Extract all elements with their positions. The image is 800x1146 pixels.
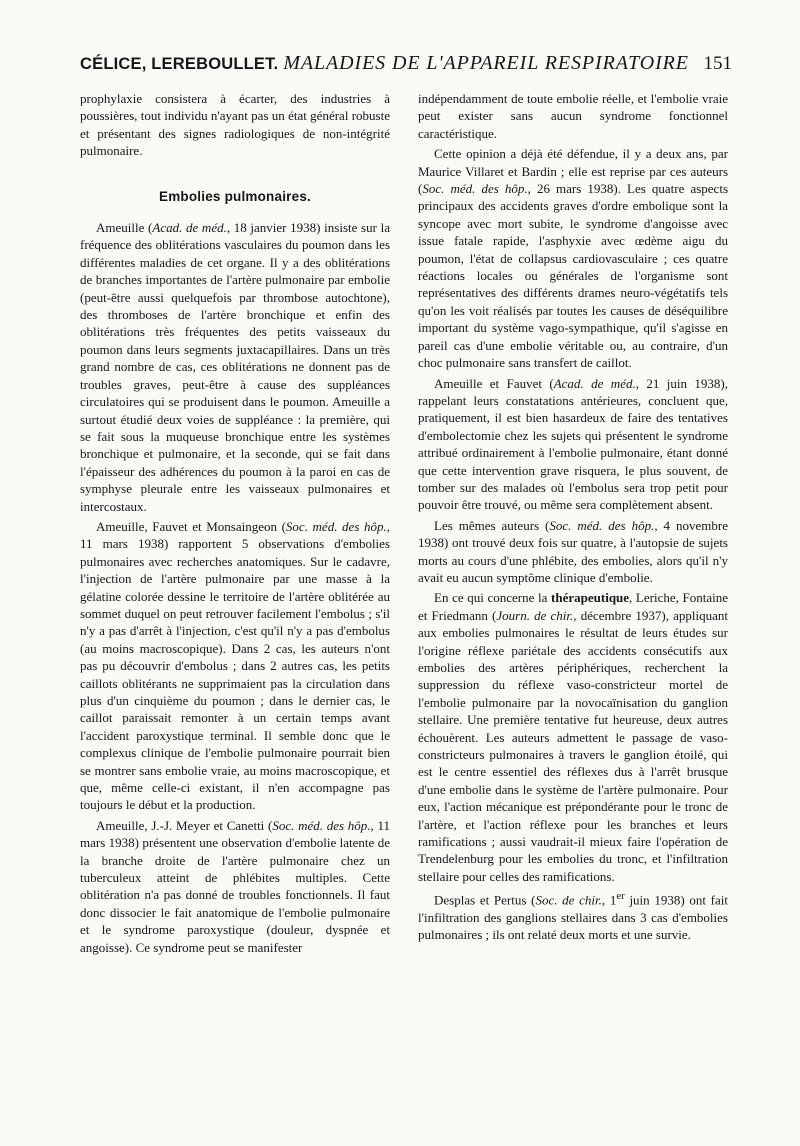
paragraph-memes-auteurs: Les mêmes auteurs (Soc. méd. des hôp., 4 novembre 1938) ont trouvé deux fois sur quatre, à l'autopsie de sujets morts au cours d'une phlébite, des embolies, alors qu'il n'y avait eu aucun symptôme clinique d'embolie. — [418, 517, 729, 585]
paragraph-continued: indépendamment de toute embolie réelle, et l'embolie vraie peut exister sans aucun syndrome fonctionnel caractéristique. — [418, 91, 728, 141]
reference: Acad. de méd. — [152, 220, 227, 236]
paragraph-villaret-bardin: Cette opinion a déjà été défendue, il y a deux ans, par Maurice Villaret et Bardin ; elle est reprise par ces auteurs (Soc. méd. des hôp., 26 mars 1938). Les quatre aspects principaux des accidents graves d'ordre embolique sont la syncope avec mort subite, le syndrome d'angoisse avec issue fatale rapide, l'asphyxie avec œdème aigu du poumon, l'état de collapsus cardiovasculaire ; ces quatre réactions locales ou générales de l'organisme sont représentatives des différents drames neuro-végétatifs tels qu'on les voit réalisés par toutes les causes de déséquilibre important du système vago-sympathique, qu'il s'agisse en pareil cas d'une embolie véritable ou, au contraire, d'un choc pulmonaire sans transfert de caillot. — [418, 146, 728, 371]
section-title: Embolies pulmonaires. — [159, 188, 311, 204]
right-column — [418, 90, 728, 944]
reference: Soc. méd. des hôp. — [549, 517, 655, 533]
page-number: 151 — [703, 53, 732, 74]
paragraph-ameuille-fauvet-monsaingeon: Ameuille, Fauvet et Monsaingeon (Soc. méd. des hôp., 11 mars 1938) rapportent 5 observations d'embolies pulmonaires avec recherches anatomiques. Sur le cadavre, l'injection de l'artère pulmonaire par une masse à la gélatine colorée dessine le territoire de l'artère oblitérée au sommet duquel on peut retrouver facilement l'embolus ; s'il n'y a pas d'arrêt à l'injection, c'est qu'il n'y a pas d'embolus (au moins macroscopique). Dans 2 cas, les auteurs n'ont pas pu découvrir d'embolus ; dans 2 autres cas, les petits caillots oblitérants ne supprimaient pas la circulation dans plus d'un cinquième du poumon ; dans le dernier cas, le caillot paraissait remonter à un certain temps avant l'accident paroxystique terminal. Il semble donc que le complexus clinique de l'embolie pulmonaire pourrait bien se montrer sans embolie vraie, au moins macroscopique, et que, même celle-ci existant, il n'en accompagne pas toujours le début et la production. — [80, 518, 390, 813]
reference: Soc. méd. des hôp. — [272, 817, 371, 833]
paragraph-therapeutique: En ce qui concerne la thérapeutique, Leriche, Fontaine et Friedmann (Journ. de chir., décembre 1937), appliquant aux embolies pulmonaires le résultat de leurs études sur l'origine réflexe pariétale des accidents consécutifs aux embolies des artères périphériques, recherchent la suppression du réflexe vaso-constricteur mortel de l'embolie pulmonaire par la novocaïnisation du ganglion stellaire. Une première tentative fut heureuse, deux autres échouèrent. Les auteurs admettent le passage de vaso-constricteurs pulmonaires à travers le ganglion étoilé, qui est le centre essentiel des réflexes dus à l'arrêt brusque d'une embolie dans le système de l'artère pulmonaire. Pour eux, l'action mécanique est prépondérante pour le tronc de l'artère, et l'action réflexe pour les branches et leurs ramifications ; aussi vaudrait-il mieux faire l'opération de Trendelenburg pour les embolies du tronc, et l'infiltration stellaire pour celles des ramifications. — [418, 590, 728, 884]
keyword-therapeutique: thérapeutique — [551, 590, 630, 606]
reference: Soc. de chir. — [535, 892, 602, 908]
paragraph-continued: prophylaxie consistera à écarter, des industries à poussières, tout individu n'ayant pas un état général robuste et présentant des signes radiologiques de non-intégrité pulmonaire. — [80, 91, 390, 159]
paragraph-ameuille-oblitérations: Ameuille (Acad. de méd., 18 janvier 1938) insiste sur la fréquence des oblitérations vasculaires du poumon dans les différentes maladies de cet organe. Il y a des oblitérations de branches importantes de l'artère pulmonaire par embolie (peut-être aussi quelquefois par thrombose autochtone), des thromboses de l'artère bronchique et enfin des oblitérations très fréquentes des petits vaisseaux du poumon dans leurs segments juxtacapillaires. Dans un très grand nombre de cas, ces oblitérations ne donnent pas de troubles graves, peut-être à cause des suppléances circulatoires qui se produisent dans le poumon. Ameuille a surtout étudié deux voies de suppléance : la première, qui se fait sous la muqueuse bronchique entre les systèmes bronchique et pulmonaire, et la seconde, qui se fait dans l'épaisseur des adhérences du poumon à la paroi en cas de symphyse pleurale entre les vaisseaux pulmonaires et intercostaux. — [80, 220, 390, 514]
running-head-title: MALADIES DE L'APPAREIL RESPIRATOIRE — [283, 52, 689, 74]
running-head — [80, 52, 732, 86]
reference: Soc. méd. des hôp. — [285, 518, 387, 534]
reference: Soc. méd. des hôp. — [422, 181, 528, 197]
paragraph-ameuille-fauvet: Ameuille et Fauvet (Acad. de méd., 21 juin 1938), rappelant leurs constatations antérieures, concluent que, pratiquement, il est bien hasardeux de faire des tentatives d'embolectomie chez les sujets qui présentent le syndrome attribué ordinairement à l'embolie pulmonaire, étant donné que cette intervention grave risquera, le plus souvent, de tomber sur des malades où l'embolus sera trop petit pour pouvoir être trouvé, ou même sera complètement absent. — [418, 375, 729, 513]
reference: Journ. de chir. — [496, 607, 574, 623]
left-column — [80, 90, 390, 956]
reference: Acad. de méd. — [553, 375, 636, 391]
running-head-authors: CÉLICE, LEREBOULLET. — [80, 55, 279, 73]
ordinal-superscript: er — [616, 890, 625, 903]
paragraph-ameuille-meyer-canetti: Ameuille, J.-J. Meyer et Canetti (Soc. méd. des hôp., 11 mars 1938) présentent une observation d'embolie latente de la branche droite de l'artère pulmonaire chez un tuberculeux atteint de phlébites multiples. Cette oblitération n'a pas donné de troubles fonctionnels. Il faut donc dissocier le fait anatomique de l'embolie pulmonaire et le syndrome paroxystique (douleur, dyspnée et angoisse). Ce syndrome peut se manifester — [80, 817, 390, 955]
paragraph-desplas-pertus: Desplas et Pertus (Soc. de chir., 1er juin 1938) ont fait l'infiltration des ganglions stellaires dans 3 cas d'embolies pulmonaires ; ils ont relaté deux morts et une survie. — [418, 890, 728, 943]
